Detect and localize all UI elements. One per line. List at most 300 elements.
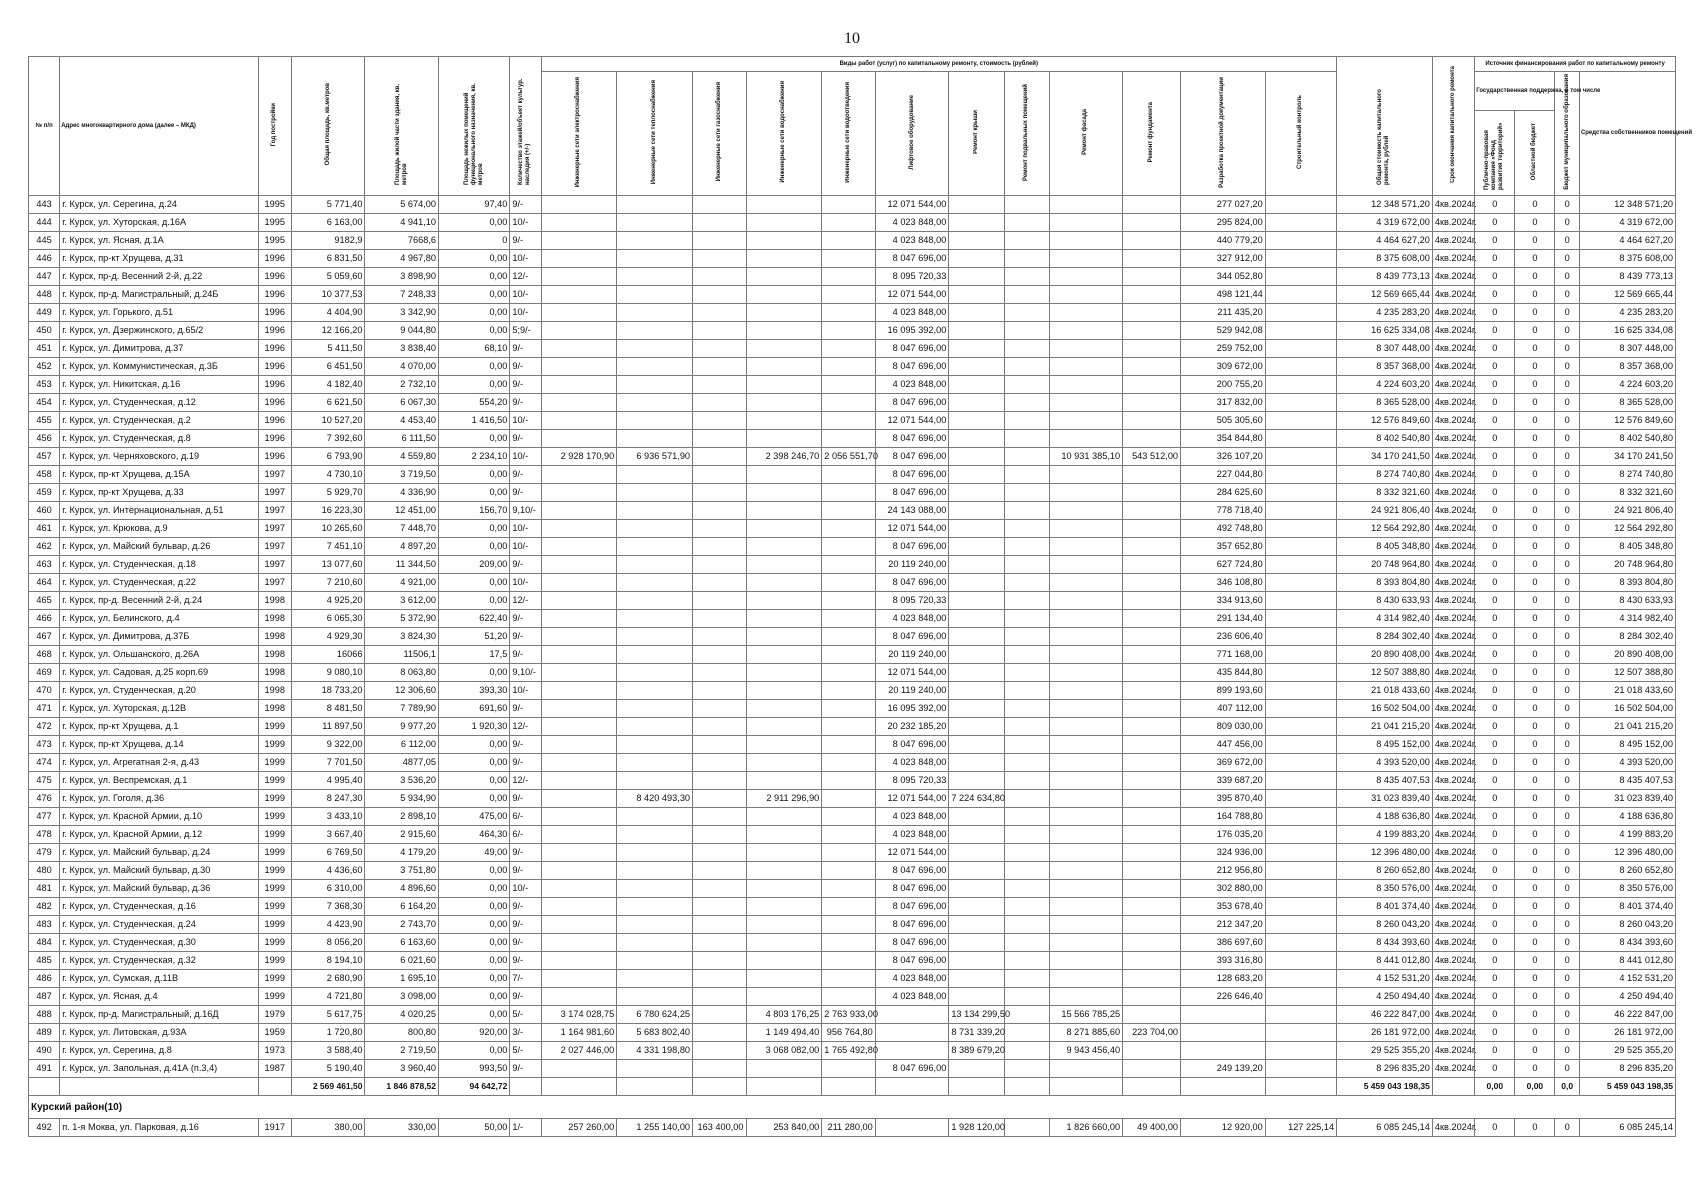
row-regional: 0 <box>1515 232 1555 250</box>
row-total-cost: 8 357 368,00 <box>1337 358 1433 376</box>
row-owners: 8 274 740,80 <box>1579 466 1675 484</box>
header-work-3: Инженерные сети газоснабжения <box>715 82 722 182</box>
row-work-3 <box>693 214 746 232</box>
row-year: 1996 <box>258 250 291 268</box>
row-living-area: 8 063,80 <box>365 664 439 682</box>
table-row <box>29 664 1676 682</box>
row-number: 450 <box>29 322 60 340</box>
row-fund: 0 <box>1475 682 1515 700</box>
row-work-11: 227 044,80 <box>1181 466 1266 484</box>
row-owners: 8 393 804,80 <box>1579 574 1675 592</box>
row-municipal: 0 <box>1555 754 1580 772</box>
row-work-7 <box>949 394 1005 412</box>
row-year: 1996 <box>258 448 291 466</box>
row-year: 1999 <box>258 736 291 754</box>
row-work-6: 4 023 848,00 <box>875 826 949 844</box>
row-address: г. Курск, ул. Студенческая, д.20 <box>60 682 258 700</box>
row-number: 485 <box>29 952 60 970</box>
row-deadline: 4кв.2024г. <box>1432 412 1474 430</box>
row-work-11: 249 139,20 <box>1181 1060 1266 1078</box>
row-work-9 <box>1049 484 1123 502</box>
row-work-6: 8 047 696,00 <box>875 394 949 412</box>
row-total-cost: 8 441 012,80 <box>1337 952 1433 970</box>
row-living-area: 12 451,00 <box>365 502 439 520</box>
row-work-10 <box>1123 250 1181 268</box>
row-deadline: 4кв.2024г. <box>1432 538 1474 556</box>
row-work-5: 956 764,80 <box>822 1024 875 1042</box>
row-work-4 <box>746 268 822 286</box>
row-work-3 <box>693 358 746 376</box>
row-deadline: 4кв.2024г. <box>1432 970 1474 988</box>
row-municipal: 0 <box>1555 304 1580 322</box>
row-work-12 <box>1265 268 1336 286</box>
row-deadline: 4кв.2024г. <box>1432 394 1474 412</box>
row-fund: 0 <box>1475 448 1515 466</box>
row-work-5 <box>822 610 875 628</box>
row-total-area: 4 436,60 <box>291 862 365 880</box>
row-work-9 <box>1049 376 1123 394</box>
table-row <box>29 448 1676 466</box>
row-nonliving-area: 475,00 <box>439 808 510 826</box>
row-work-4 <box>746 484 822 502</box>
row-nonliving-area: 0,00 <box>439 862 510 880</box>
row-living-area: 2 898,10 <box>365 808 439 826</box>
row-municipal: 0 <box>1555 718 1580 736</box>
row-work-4: 3 068 082,00 <box>746 1042 822 1060</box>
row-work-8 <box>1005 970 1050 988</box>
row-work-2 <box>617 574 693 592</box>
row-work-4 <box>746 340 822 358</box>
row-work-3 <box>693 538 746 556</box>
row-work-12 <box>1265 772 1336 790</box>
table-row <box>29 304 1676 322</box>
row-work-2 <box>617 754 693 772</box>
row-owners: 46 222 847,00 <box>1579 1006 1675 1024</box>
row-work-5 <box>822 862 875 880</box>
row-year: 1999 <box>258 934 291 952</box>
row-work-5 <box>822 376 875 394</box>
row-work-9 <box>1049 466 1123 484</box>
row-floors: 9/- <box>510 394 541 412</box>
row-municipal: 0 <box>1555 610 1580 628</box>
row-total-cost: 20 748 964,80 <box>1337 556 1433 574</box>
header-work-6: Лифтовое оборудование <box>908 94 915 170</box>
row-work-11: 407 112,00 <box>1181 700 1266 718</box>
row-work-8 <box>1005 736 1050 754</box>
row-address: г. Курск, ул. Гоголя, д.36 <box>60 790 258 808</box>
row-regional: 0 <box>1515 664 1555 682</box>
row-work-4 <box>746 502 822 520</box>
row-nonliving-area: 993,50 <box>439 1060 510 1078</box>
row-nonliving-area: 393,30 <box>439 682 510 700</box>
row-total-area: 18 733,20 <box>291 682 365 700</box>
row-municipal: 0 <box>1555 466 1580 484</box>
row-work-1: 2 928 170,90 <box>541 448 617 466</box>
row-total-area: 5 190,40 <box>291 1060 365 1078</box>
row-nonliving-area: 0,00 <box>439 754 510 772</box>
row-year: 1996 <box>258 304 291 322</box>
row-work-9 <box>1049 538 1123 556</box>
row-floors: 12/- <box>510 718 541 736</box>
row-deadline: 4кв.2024г. <box>1432 340 1474 358</box>
row-year: 1917 <box>258 1119 291 1137</box>
row-work-9: 8 271 885,60 <box>1049 1024 1123 1042</box>
row-living-area: 7 789,90 <box>365 700 439 718</box>
row-fund: 0 <box>1475 232 1515 250</box>
row-work-4 <box>746 916 822 934</box>
row-work-1 <box>541 952 617 970</box>
row-work-11: 284 625,60 <box>1181 484 1266 502</box>
row-deadline: 4кв.2024г. <box>1432 898 1474 916</box>
table-row <box>29 700 1676 718</box>
row-work-11: 326 107,20 <box>1181 448 1266 466</box>
row-work-4 <box>746 610 822 628</box>
row-work-7 <box>949 286 1005 304</box>
row-work-7 <box>949 520 1005 538</box>
row-work-1 <box>541 862 617 880</box>
row-work-11: 277 027,20 <box>1181 196 1266 214</box>
row-work-5 <box>822 304 875 322</box>
row-living-area: 3 751,80 <box>365 862 439 880</box>
table-row <box>29 970 1676 988</box>
row-total-cost: 46 222 847,00 <box>1337 1006 1433 1024</box>
row-work-1 <box>541 250 617 268</box>
row-work-4: 253 840,00 <box>746 1119 822 1137</box>
row-work-5: 211 280,00 <box>822 1119 875 1137</box>
row-municipal: 0 <box>1555 862 1580 880</box>
row-work-7 <box>949 808 1005 826</box>
header-work-10: Ремонт фундамента <box>1148 101 1155 163</box>
row-work-2 <box>617 484 693 502</box>
row-deadline: 4кв.2024г. <box>1432 880 1474 898</box>
row-work-7 <box>949 628 1005 646</box>
row-work-12 <box>1265 916 1336 934</box>
row-municipal: 0 <box>1555 880 1580 898</box>
row-work-7 <box>949 646 1005 664</box>
header-funding-group: Источник финансирования работ по капитальному ремонту <box>1475 57 1676 72</box>
row-floors: 9/- <box>510 934 541 952</box>
row-municipal: 0 <box>1555 430 1580 448</box>
row-work-12 <box>1265 538 1336 556</box>
row-number: 459 <box>29 484 60 502</box>
row-work-2 <box>617 970 693 988</box>
row-year: 1996 <box>258 286 291 304</box>
row-work-9 <box>1049 394 1123 412</box>
row-number: 477 <box>29 808 60 826</box>
row-nonliving-area: 0,00 <box>439 1042 510 1060</box>
row-work-5 <box>822 340 875 358</box>
row-work-2 <box>617 412 693 430</box>
row-fund: 0 <box>1475 700 1515 718</box>
row-number: 489 <box>29 1024 60 1042</box>
row-work-11: 327 912,00 <box>1181 250 1266 268</box>
row-work-7: 13 134 299,50 <box>949 1006 1005 1024</box>
row-work-2 <box>617 232 693 250</box>
row-work-8 <box>1005 1060 1050 1078</box>
table-row <box>29 592 1676 610</box>
row-number: 456 <box>29 430 60 448</box>
totals-blank <box>60 1078 258 1096</box>
row-regional: 0 <box>1515 268 1555 286</box>
row-total-area: 6 793,90 <box>291 448 365 466</box>
row-work-6: 20 232 185,20 <box>875 718 949 736</box>
row-deadline: 4кв.2024г. <box>1432 952 1474 970</box>
row-nonliving-area: 0,00 <box>439 970 510 988</box>
row-work-5 <box>822 520 875 538</box>
row-nonliving-area: 0,00 <box>439 430 510 448</box>
row-work-7 <box>949 196 1005 214</box>
row-total-area: 5 617,75 <box>291 1006 365 1024</box>
table-row <box>29 646 1676 664</box>
row-nonliving-area: 0,00 <box>439 574 510 592</box>
row-owners: 20 748 964,80 <box>1579 556 1675 574</box>
row-number: 486 <box>29 970 60 988</box>
row-nonliving-area: 622,40 <box>439 610 510 628</box>
row-work-12 <box>1265 574 1336 592</box>
row-work-5 <box>822 772 875 790</box>
row-work-3 <box>693 934 746 952</box>
row-total-cost: 4 250 494,40 <box>1337 988 1433 1006</box>
row-work-11: 226 646,40 <box>1181 988 1266 1006</box>
row-work-9 <box>1049 250 1123 268</box>
row-work-4 <box>746 376 822 394</box>
row-year: 1999 <box>258 772 291 790</box>
row-work-4 <box>746 682 822 700</box>
row-work-11: 505 305,60 <box>1181 412 1266 430</box>
row-living-area: 7668,6 <box>365 232 439 250</box>
row-number: 469 <box>29 664 60 682</box>
row-work-1 <box>541 430 617 448</box>
row-year: 1999 <box>258 916 291 934</box>
row-work-6 <box>875 1024 949 1042</box>
row-number: 475 <box>29 772 60 790</box>
row-nonliving-area: 0,00 <box>439 214 510 232</box>
row-work-8 <box>1005 412 1050 430</box>
row-year: 1996 <box>258 322 291 340</box>
row-living-area: 4 020,25 <box>365 1006 439 1024</box>
row-regional: 0 <box>1515 358 1555 376</box>
row-work-12 <box>1265 880 1336 898</box>
row-address: г. Курск, ул. Майский бульвар, д.30 <box>60 862 258 880</box>
row-work-11: 164 788,80 <box>1181 808 1266 826</box>
row-year: 1997 <box>258 574 291 592</box>
row-work-8 <box>1005 628 1050 646</box>
row-work-3 <box>693 322 746 340</box>
table-row <box>29 628 1676 646</box>
row-address: г. Курск, ул. Никитская, д.16 <box>60 376 258 394</box>
row-living-area: 9 044,80 <box>365 322 439 340</box>
row-work-4 <box>746 628 822 646</box>
row-regional: 0 <box>1515 430 1555 448</box>
row-work-8 <box>1005 340 1050 358</box>
row-work-3 <box>693 232 746 250</box>
row-work-10 <box>1123 502 1181 520</box>
row-work-4 <box>746 286 822 304</box>
row-work-4: 2 911 296,90 <box>746 790 822 808</box>
row-deadline: 4кв.2024г. <box>1432 376 1474 394</box>
row-work-11: 435 844,80 <box>1181 664 1266 682</box>
row-work-12 <box>1265 718 1336 736</box>
row-work-1 <box>541 502 617 520</box>
row-work-4 <box>746 322 822 340</box>
row-work-9 <box>1049 754 1123 772</box>
row-fund: 0 <box>1475 898 1515 916</box>
row-floors: 5;9/- <box>510 322 541 340</box>
table-row <box>29 1006 1676 1024</box>
row-number: 453 <box>29 376 60 394</box>
row-number: 473 <box>29 736 60 754</box>
row-work-11: 529 942,08 <box>1181 322 1266 340</box>
row-owners: 12 564 292,80 <box>1579 520 1675 538</box>
row-nonliving-area: 0,00 <box>439 916 510 934</box>
row-address: г. Курск, ул. Коммунистическая, д.3Б <box>60 358 258 376</box>
row-owners: 4 235 283,20 <box>1579 304 1675 322</box>
row-work-6: 8 095 720,33 <box>875 592 949 610</box>
row-owners: 21 018 433,60 <box>1579 682 1675 700</box>
row-total-cost: 4 319 672,00 <box>1337 214 1433 232</box>
row-owners: 8 405 348,80 <box>1579 538 1675 556</box>
row-work-9 <box>1049 934 1123 952</box>
row-year: 1999 <box>258 754 291 772</box>
row-work-4 <box>746 358 822 376</box>
totals-owners: 5 459 043 198,35 <box>1579 1078 1675 1096</box>
header-address: Адрес многоквартирного дома (далее – МКД) <box>60 57 258 196</box>
row-total-area: 13 077,60 <box>291 556 365 574</box>
row-fund: 0 <box>1475 592 1515 610</box>
row-work-1: 3 174 028,75 <box>541 1006 617 1024</box>
row-year: 1999 <box>258 988 291 1006</box>
row-municipal: 0 <box>1555 268 1580 286</box>
row-total-area: 8 194,10 <box>291 952 365 970</box>
row-work-4 <box>746 574 822 592</box>
row-work-2: 4 331 198,80 <box>617 1042 693 1060</box>
row-floors: 9/- <box>510 232 541 250</box>
row-work-6: 20 119 240,00 <box>875 646 949 664</box>
row-work-4 <box>746 826 822 844</box>
row-address: г. Курск, ул. Запольная, д.41А (п.3,4) <box>60 1060 258 1078</box>
row-work-7 <box>949 826 1005 844</box>
row-total-cost: 26 181 972,00 <box>1337 1024 1433 1042</box>
row-work-3 <box>693 394 746 412</box>
row-regional: 0 <box>1515 790 1555 808</box>
row-work-9 <box>1049 772 1123 790</box>
row-work-5 <box>822 322 875 340</box>
row-nonliving-area: 0 <box>439 232 510 250</box>
row-work-12 <box>1265 898 1336 916</box>
row-work-8 <box>1005 358 1050 376</box>
row-nonliving-area: 0,00 <box>439 898 510 916</box>
row-owners: 4 393 520,00 <box>1579 754 1675 772</box>
row-floors: 10/- <box>510 304 541 322</box>
row-work-2 <box>617 826 693 844</box>
row-floors: 9/- <box>510 844 541 862</box>
row-work-6 <box>875 1042 949 1060</box>
row-work-6: 12 071 544,00 <box>875 664 949 682</box>
row-work-12 <box>1265 934 1336 952</box>
row-work-8 <box>1005 934 1050 952</box>
totals-blank <box>617 1078 693 1096</box>
row-total-area: 10 527,20 <box>291 412 365 430</box>
row-regional: 0 <box>1515 1119 1555 1137</box>
row-work-11: 176 035,20 <box>1181 826 1266 844</box>
row-work-10 <box>1123 412 1181 430</box>
row-work-10 <box>1123 700 1181 718</box>
row-regional: 0 <box>1515 772 1555 790</box>
row-number: 471 <box>29 700 60 718</box>
table-row <box>29 952 1676 970</box>
row-municipal: 0 <box>1555 574 1580 592</box>
row-number: 454 <box>29 394 60 412</box>
row-work-4 <box>746 430 822 448</box>
row-regional: 0 <box>1515 412 1555 430</box>
row-work-6: 8 047 696,00 <box>875 1060 949 1078</box>
row-fund: 0 <box>1475 250 1515 268</box>
row-living-area: 9 977,20 <box>365 718 439 736</box>
table-header <box>29 57 1693 196</box>
row-year: 1979 <box>258 1006 291 1024</box>
row-work-2 <box>617 934 693 952</box>
capital-repair-table <box>28 56 1693 1137</box>
row-living-area: 6 112,00 <box>365 736 439 754</box>
row-work-6: 4 023 848,00 <box>875 808 949 826</box>
row-fund: 0 <box>1475 1119 1515 1137</box>
row-year: 1997 <box>258 502 291 520</box>
row-floors: 9/- <box>510 916 541 934</box>
row-work-4 <box>746 700 822 718</box>
row-work-11: 440 779,20 <box>1181 232 1266 250</box>
row-number: 481 <box>29 880 60 898</box>
row-owners: 20 890 408,00 <box>1579 646 1675 664</box>
row-work-3 <box>693 700 746 718</box>
row-work-3 <box>693 808 746 826</box>
row-owners: 4 314 982,40 <box>1579 610 1675 628</box>
row-year: 1997 <box>258 556 291 574</box>
row-total-cost: 16 502 504,00 <box>1337 700 1433 718</box>
row-floors: 9/- <box>510 358 541 376</box>
row-work-6: 4 023 848,00 <box>875 610 949 628</box>
row-year: 1998 <box>258 592 291 610</box>
table-row <box>29 268 1676 286</box>
row-nonliving-area: 0,00 <box>439 592 510 610</box>
row-total-area: 6 310,00 <box>291 880 365 898</box>
row-work-9 <box>1049 574 1123 592</box>
row-work-10 <box>1123 232 1181 250</box>
row-work-9 <box>1049 898 1123 916</box>
row-address: г. Курск, ул. Веспремская, д.1 <box>60 772 258 790</box>
row-work-11: 393 316,80 <box>1181 952 1266 970</box>
row-owners: 4 224 603,20 <box>1579 376 1675 394</box>
row-regional: 0 <box>1515 466 1555 484</box>
row-work-8 <box>1005 682 1050 700</box>
row-work-10 <box>1123 592 1181 610</box>
row-work-3 <box>693 970 746 988</box>
row-work-5 <box>822 970 875 988</box>
row-nonliving-area: 68,10 <box>439 340 510 358</box>
row-work-7 <box>949 772 1005 790</box>
row-work-12 <box>1265 1042 1336 1060</box>
row-fund: 0 <box>1475 214 1515 232</box>
row-address: г. Курск, ул. Сумская, д.11В <box>60 970 258 988</box>
totals-blank <box>746 1078 822 1096</box>
row-work-6: 4 023 848,00 <box>875 970 949 988</box>
row-fund: 0 <box>1475 628 1515 646</box>
row-work-9 <box>1049 214 1123 232</box>
row-floors: 10/- <box>510 286 541 304</box>
row-work-10 <box>1123 628 1181 646</box>
totals-blank <box>1181 1078 1266 1096</box>
row-work-6: 24 143 088,00 <box>875 502 949 520</box>
row-living-area: 2 915,60 <box>365 826 439 844</box>
